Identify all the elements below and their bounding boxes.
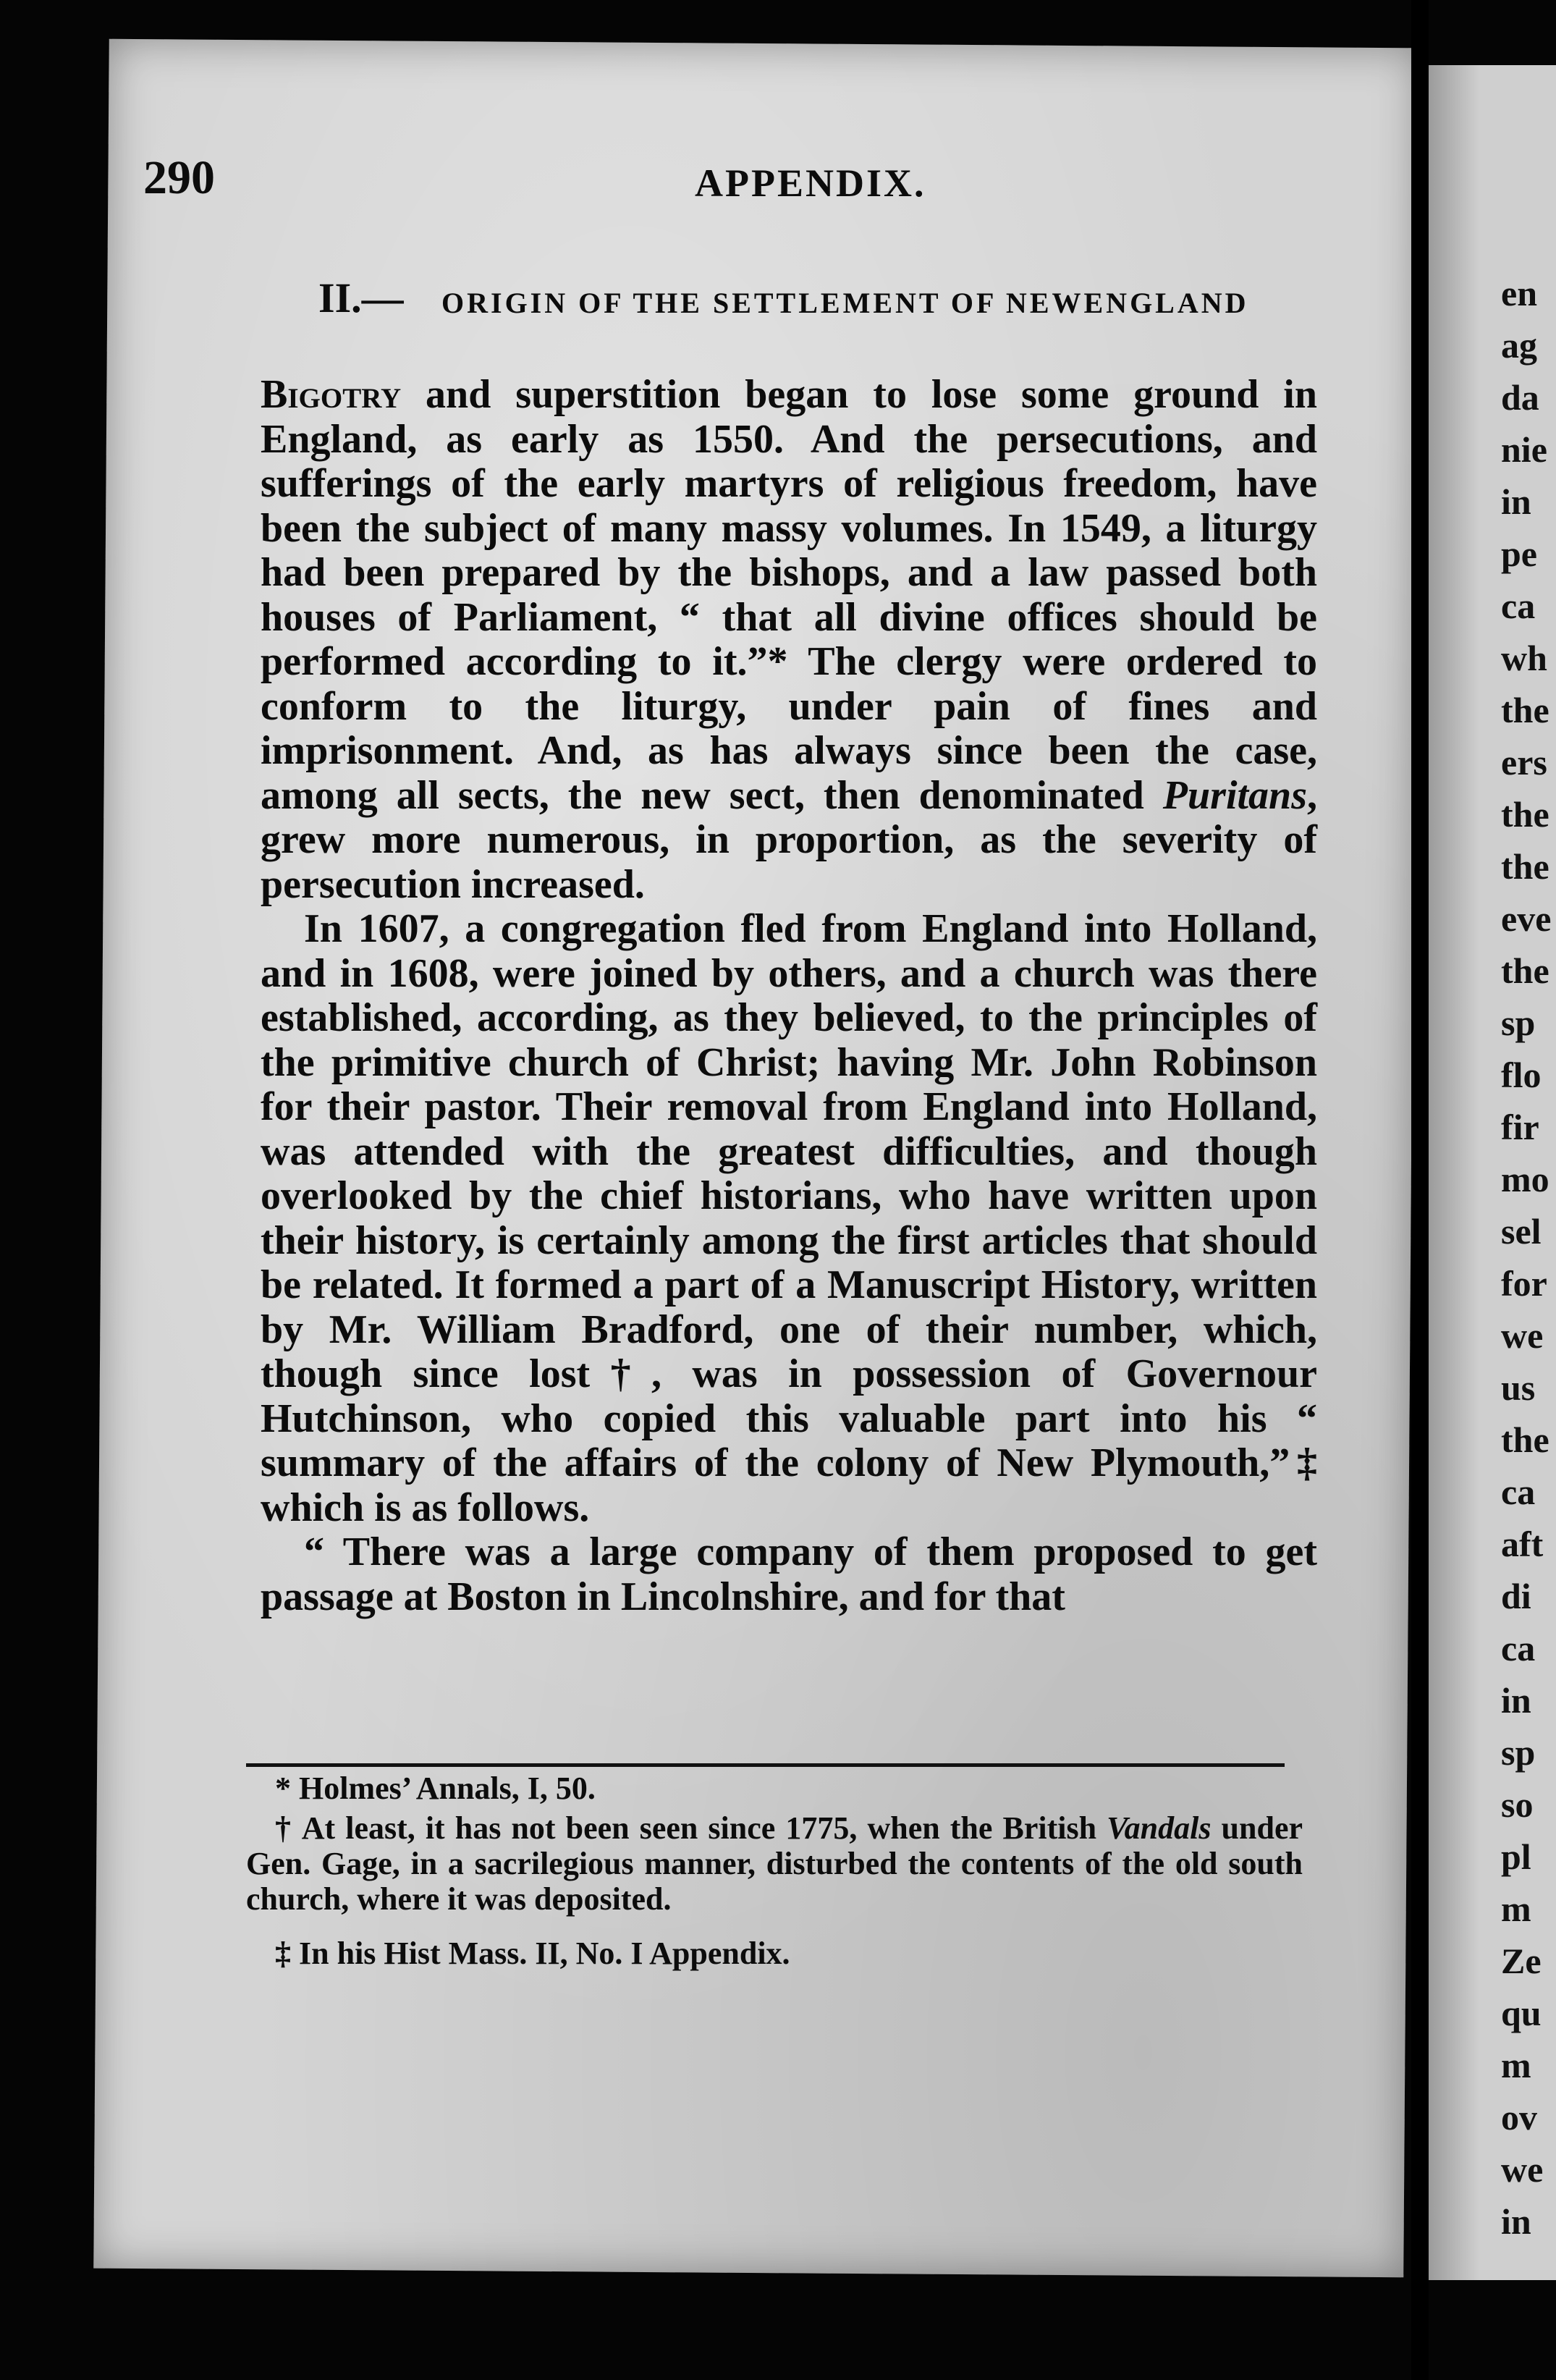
- facing-page-fragment: ag: [1501, 325, 1537, 366]
- page-number: 290: [143, 151, 215, 204]
- facing-page-fragment: in: [1501, 481, 1531, 522]
- paragraph-3: “ There was a large company of them proposed to get passage at Boston in Lincolnshire, and for that: [261, 1529, 1317, 1619]
- facing-page-edge: [1429, 65, 1556, 2280]
- footnote-1: * Holmes’ Annals, I, 50.: [275, 1771, 596, 1806]
- italic-term: Puritans: [1162, 772, 1307, 818]
- facing-page-fragment: qu: [1501, 1993, 1542, 2033]
- facing-page-fragment: so: [1501, 1784, 1534, 1825]
- facing-page-fragment: ca: [1501, 586, 1536, 626]
- facing-page-fragment: we: [1501, 2149, 1544, 2190]
- facing-page-fragment: pe: [1501, 533, 1537, 574]
- facing-page-fragment: da: [1501, 377, 1539, 418]
- facing-page-fragment: m: [1501, 1889, 1531, 1929]
- facing-page-fragment: pl: [1501, 1836, 1531, 1877]
- footnote-2-tail: under Gen. Gage, in a sacrilegious manner, disturbed the contents of the old south church, where it was deposited.: [246, 1810, 1303, 1917]
- facing-page-fragment: wh: [1501, 638, 1547, 678]
- facing-page-fragment: for: [1501, 1263, 1547, 1304]
- facing-page-fragment: aft: [1501, 1524, 1544, 1564]
- facing-page-fragment: we: [1501, 1315, 1544, 1356]
- facing-page-fragment: ca: [1501, 1628, 1536, 1668]
- facing-page-fragment: the: [1501, 846, 1549, 887]
- footnote-2-italic: Vandals: [1107, 1810, 1212, 1846]
- footnote-2-text: † At least, it has not been seen since 1775, when the British: [275, 1810, 1107, 1846]
- footnote-rule: [246, 1763, 1285, 1767]
- facing-page-fragment: nie: [1501, 429, 1547, 470]
- facing-page-fragment: di: [1501, 1576, 1531, 1616]
- running-head: APPENDIX.: [695, 161, 926, 205]
- facing-page-fragment: ca: [1501, 1472, 1536, 1512]
- footnotes: [246, 1771, 1303, 1975]
- section-title: ORIGIN OF THE SETTLEMENT OF NEWENGLAND: [441, 287, 1249, 319]
- facing-page-fragment: the: [1501, 794, 1549, 835]
- paragraph-1-text: and superstition began to lose some ground in England, as early as 1550. And the persecutions, and sufferings of the early martyrs of religious freedom, have been the subject of many massy volumes. In 1549, a liturgy had been prepared by the bishops, and a law passed both houses of Parliament, “ that all divine offices should be performed according to it.”* The clergy were ordered to conform to the liturgy, under pain of fines and imprisonment. And, as has always since been the case, among all sects, the new sect, then denominated: [261, 372, 1317, 818]
- facing-page-fragment: mo: [1501, 1159, 1549, 1199]
- footnote-2: [246, 1810, 1303, 1917]
- paragraph-1: [261, 373, 1317, 907]
- facing-page-fragment: Ze: [1501, 1941, 1542, 1981]
- facing-page-fragment: the: [1501, 1419, 1549, 1460]
- facing-page-fragment: m: [1501, 2045, 1531, 2085]
- book-gutter: [1411, 0, 1429, 2380]
- facing-page-fragment: ov: [1501, 2097, 1537, 2138]
- facing-page-fragment: sp: [1501, 1003, 1536, 1043]
- facing-page-fragment: us: [1501, 1367, 1536, 1408]
- facing-page-fragment: the: [1501, 950, 1549, 991]
- paragraph-2: In 1607, a congregation fled from England into Holland, and in 1608, were joined by others, and a church was there established, according, as they believed, to the principles of the primitive church of Christ; having Mr. John Robinson for their pastor. Their removal from England into Holland, was attended with the greatest difficulties, and though overlooked by the chief historians, who have written upon their history, is certainly among the first articles that should be related. It formed a part of a Manuscript History, written by Mr. William Bradford, one of their number, which, though since lost†, was in possession of Governour Hutchinson, who copied this valuable part into his “ summary of the affairs of the colony of New Plymouth,”‡ which is as follows.: [261, 906, 1317, 1530]
- footnote-3: ‡ In his Hist Mass. II, No. I Appendix.: [275, 1936, 790, 1971]
- body-text: [261, 373, 1317, 1619]
- facing-page-fragment: the: [1501, 690, 1549, 730]
- facing-page-fragment: en: [1501, 273, 1537, 313]
- facing-page-fragment: fir: [1501, 1107, 1539, 1147]
- facing-page-fragment: in: [1501, 1680, 1531, 1721]
- facing-page-fragment: flo: [1501, 1055, 1542, 1095]
- facing-page-fragment: sp: [1501, 1732, 1536, 1773]
- section-number: II.—: [318, 274, 404, 321]
- facing-page-fragment: in: [1501, 2201, 1531, 2242]
- drop-word: Bigotry: [261, 372, 402, 417]
- facing-page-fragment: sel: [1501, 1211, 1542, 1252]
- paragraph-1-tail: , grew more numerous, in proportion, as the severity of persecution increased.: [261, 772, 1317, 907]
- facing-page-fragment: ers: [1501, 742, 1547, 782]
- facing-page-fragment: eve: [1501, 898, 1552, 939]
